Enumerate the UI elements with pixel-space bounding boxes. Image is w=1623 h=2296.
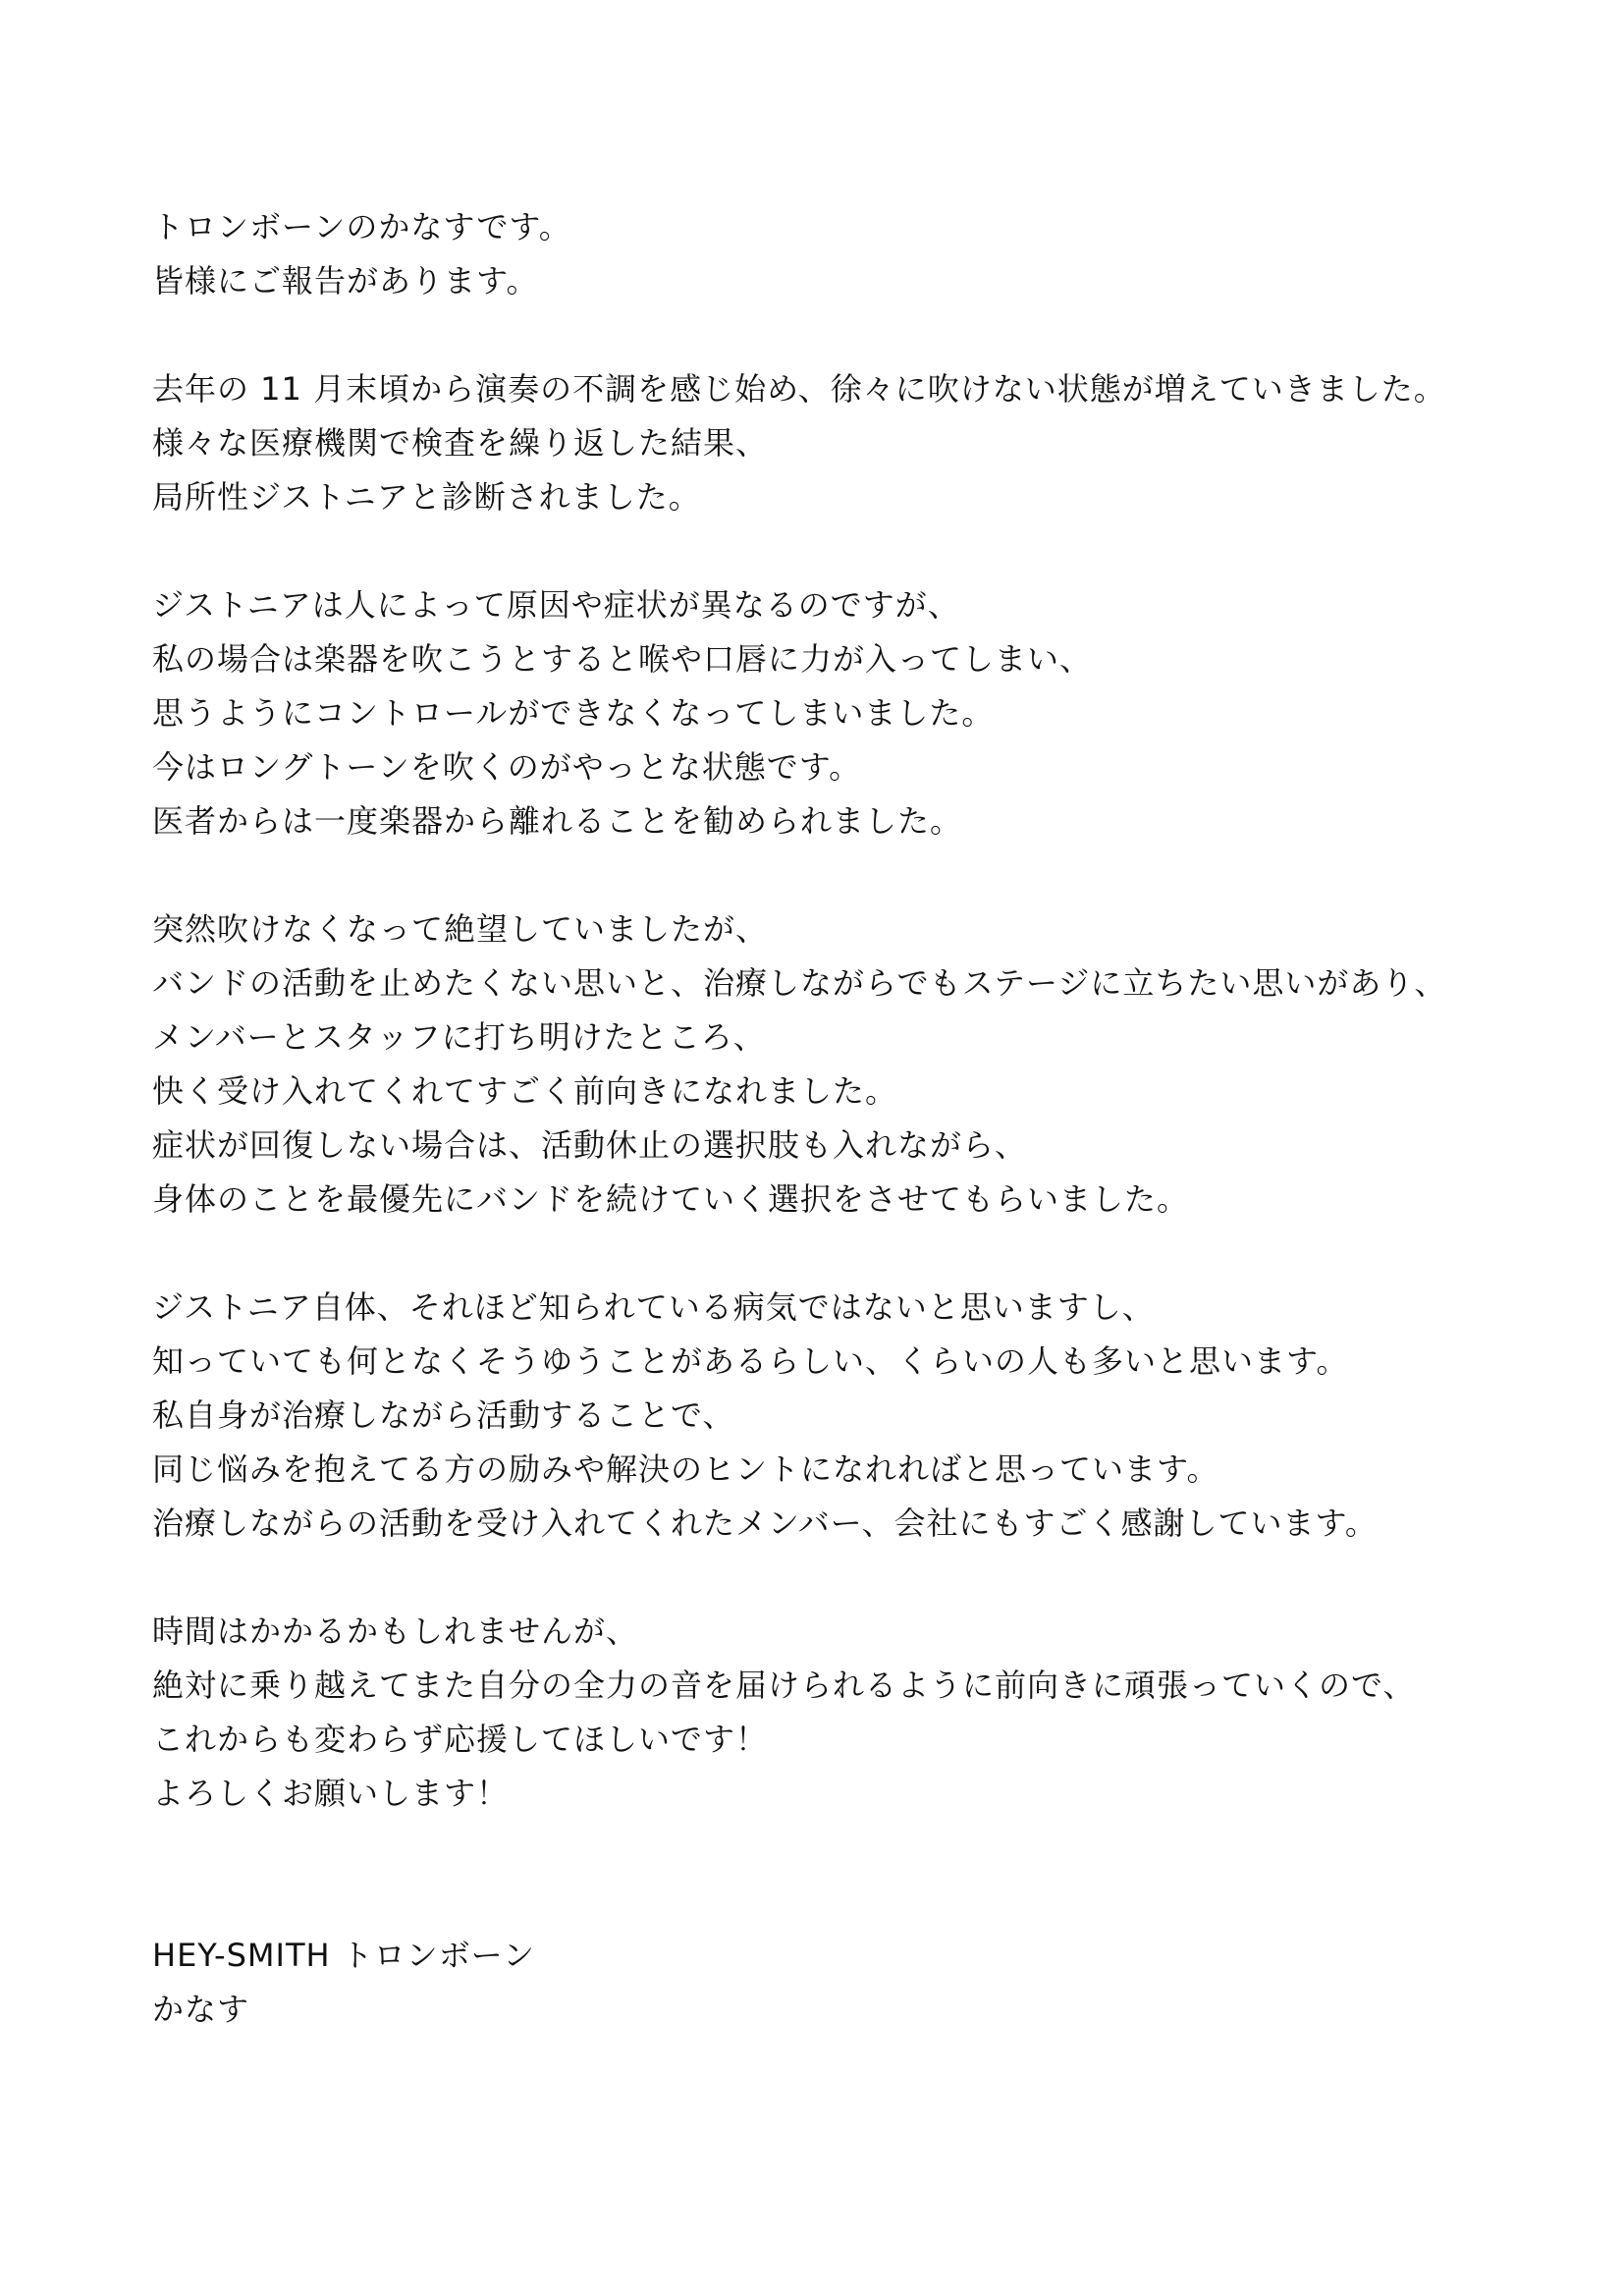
paragraph-diagnosis: [152, 362, 1507, 524]
text-line: 絶対に乗り越えてまた自分の全力の音を届けられるように前向きに頑張っていくので、: [152, 1667, 1416, 1704]
text-line: 突然吹けなくなって絶望していましたが、: [152, 910, 769, 948]
letter-body: [152, 200, 1507, 2037]
text-line: トロンボーンのかなすです。: [152, 208, 571, 246]
text-line: これからも変わらず応援してほしいです！: [152, 1721, 769, 1758]
paragraph-closing: [152, 1605, 1507, 1821]
text-line: 症状が回復しない場合は、活動休止の選択肢も入れながら、: [152, 1126, 1028, 1164]
paragraph-decision: [152, 902, 1507, 1227]
text-line: 時間はかかるかもしれませんが、: [152, 1613, 639, 1650]
signature-name: かなす: [152, 1991, 250, 2028]
text-line: 快く受け入れてくれてすごく前向きになれました。: [152, 1072, 898, 1110]
paragraph-symptoms: [152, 578, 1507, 848]
text-line: ジストニア自体、それほど知られている病気ではないと思いますし、: [152, 1288, 1155, 1326]
text-line: 知っていても何となくそうゆうことがあるらしい、くらいの人も多いと思います。: [152, 1342, 1349, 1380]
text-line: 私の場合は楽器を吹こうとすると喉や口唇に力が入ってしまい、: [152, 640, 1093, 678]
text-line: よろしくお願いします！: [152, 1775, 510, 1812]
signature-block: [152, 1929, 1507, 2037]
text-line: 同じ悩みを抱えてる方の励みや解決のヒントになれればと思っています。: [152, 1450, 1219, 1488]
text-line: 医者からは一度楽器から離れることを勧められました。: [152, 802, 963, 840]
text-line: 様々な医療機関で検査を繰り返した結果、: [152, 424, 769, 462]
text-line: ジストニアは人によって原因や症状が異なるのですが、: [152, 586, 960, 624]
text-line: 私自身が治療しながら活動することで、: [152, 1396, 735, 1434]
text-line: メンバーとスタッフに打ち明けたところ、: [152, 1018, 766, 1056]
text-line: 皆様にご報告があります。: [152, 262, 539, 300]
text-line: 身体のことを最優先にバンドを続けていく選択をさせてもらいました。: [152, 1180, 1190, 1218]
text-line: 思うようにコントロールができなくなってしまいました。: [152, 694, 995, 732]
text-line: バンドの活動を止めたくない思いと、治療しながらでもステージに立ちたい思いがあり、: [152, 964, 1447, 1002]
paragraph-greeting: [152, 200, 1507, 308]
text-line: 去年の 11 月末頃から演奏の不調を感じ始め、徐々に吹けない状態が増えていきました。: [152, 370, 1446, 408]
text-line: 局所性ジストニアと診断されました。: [152, 478, 701, 516]
text-line: 治療しながらの活動を受け入れてくれたメンバー、会社にもすごく感謝しています。: [152, 1504, 1378, 1542]
text-line: 今はロングトーンを吹くのがやっとな状態です。: [152, 748, 862, 786]
signature-band-role: HEY-SMITH トロンボーン: [152, 1937, 536, 1974]
paragraph-awareness: [152, 1281, 1507, 1551]
